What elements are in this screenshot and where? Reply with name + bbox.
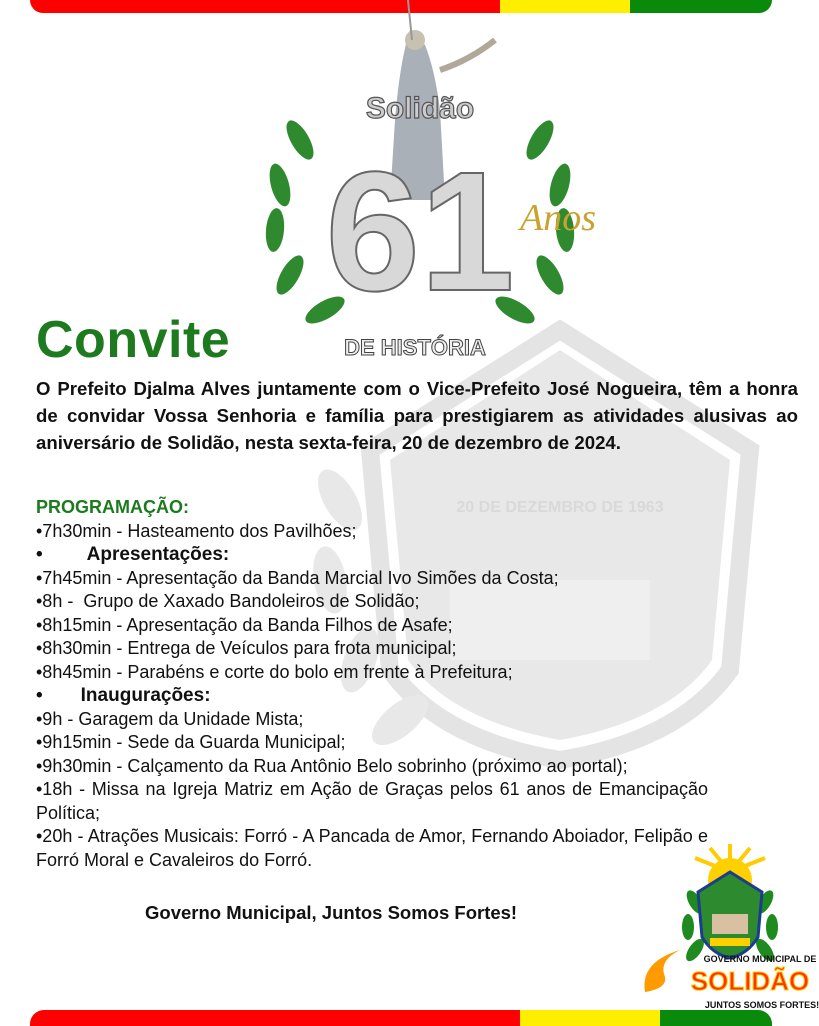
- list-item: •20h - Atrações Musicais: Forró - A Pancada de Amor, Fernando Aboiador, Felipão e Forró Moral e Cavaleiros do Forró.: [36, 826, 708, 870]
- section-label: Apresentações:: [86, 544, 230, 565]
- slogan: Governo Municipal, Juntos Somos Fortes!: [145, 902, 518, 923]
- section-inauguracoes: • Inaugurações:: [36, 685, 211, 706]
- list-item: •18h - Missa na Igreja Matriz em Ação de Graças pelos 61 anos de Emancipação Política;: [36, 779, 708, 823]
- logo-line1: GOVERNO MUNICIPAL DE: [703, 954, 817, 964]
- logo-name: SOLIDÃO: [690, 966, 810, 996]
- list-item: •8h45min - Parabéns e corte do bolo em frente à Prefeitura;: [36, 661, 513, 682]
- municipal-logo: [640, 842, 819, 1014]
- section-label: Inaugurações:: [80, 685, 211, 706]
- watermark-date: 20 DE DEZEMBRO DE 1963: [456, 499, 664, 516]
- emblem-number: 61: [325, 137, 515, 327]
- logo-line3: JUNTOS SOMOS FORTES!: [704, 1000, 819, 1010]
- list-item: •7h45min - Apresentação da Banda Marcial Ivo Simões da Costa;: [36, 567, 559, 588]
- section-apresentacoes: • Apresentações:: [36, 544, 230, 565]
- emblem-city: Solidão: [365, 92, 475, 125]
- list-item: •9h - Garagem da Unidade Mista;: [36, 708, 304, 729]
- list-item: •8h30min - Entrega de Veículos para frota municipal;: [36, 638, 457, 658]
- emblem-subtitle: DE HISTÓRIA: [344, 335, 486, 360]
- list-item: •9h15min - Sede da Guarda Municipal;: [36, 732, 346, 752]
- list-item: •7h30min - Hasteamento dos Pavilhões;: [36, 520, 357, 541]
- program-list: [36, 496, 708, 872]
- invitation-text: O Prefeito Djalma Alves juntamente com o Vice-Prefeito José Nogueira, têm a honra de convidar Vossa Senhoria e família para prestigiarem as atividades alusivas ao aniversário de Solidão, nesta sexta-feira, 20 de dezembro de 2024.: [36, 378, 798, 453]
- list-item: •8h - Grupo de Xaxado Bandoleiros de Solidão;: [36, 591, 420, 611]
- list-item: •8h15min - Apresentação da Banda Filhos de Asafe;: [36, 614, 453, 635]
- page-title: Convite: [36, 311, 231, 369]
- list-item: •9h30min - Calçamento da Rua Antônio Belo sobrinho (próximo ao portal);: [36, 755, 628, 776]
- emblem-anos: Anos: [520, 197, 596, 239]
- anniversary-emblem: [250, 0, 600, 365]
- program-heading: PROGRAMAÇÃO:: [36, 497, 189, 517]
